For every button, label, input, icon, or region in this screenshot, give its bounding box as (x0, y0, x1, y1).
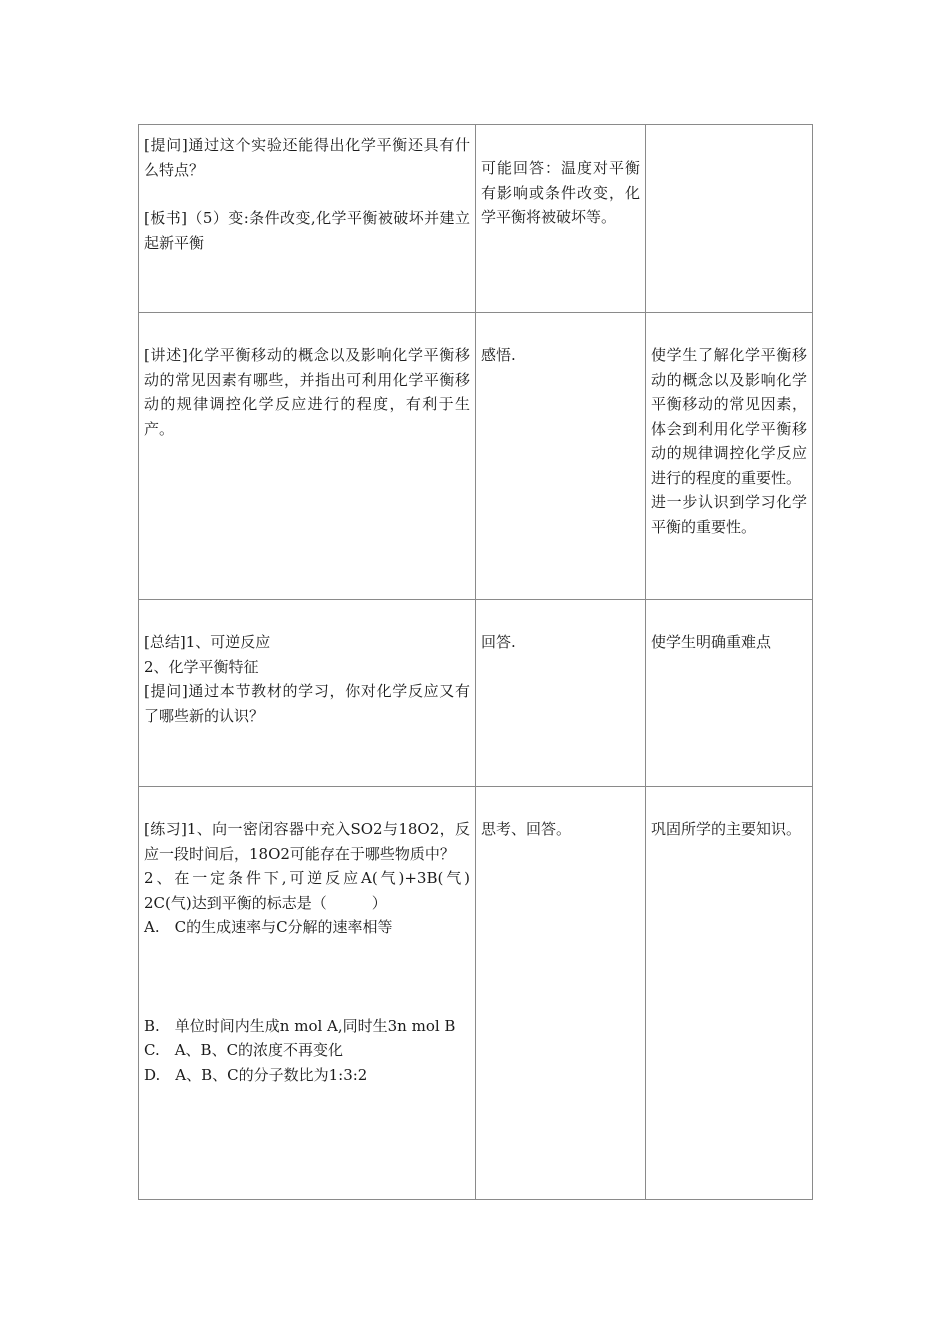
table-row (139, 600, 813, 787)
option-d: D. A、B、C的分子数比为1:3:2 (144, 1065, 368, 1084)
student-activity-cell (476, 600, 646, 787)
purpose-text: 巩固所学的主要知识。 (651, 820, 802, 838)
table-row (139, 313, 813, 600)
student-response: 感悟. (481, 346, 516, 364)
option-c: C. A、B、C的浓度不再变化 (144, 1041, 344, 1059)
question-text: [提问]通过这个实验还能得出化学平衡还具有什么特点？ (144, 136, 470, 179)
purpose-text: 使学生明确重难点 (651, 633, 772, 651)
purpose-text-2: 进一步认识到学习化学平衡的重要性。 (651, 493, 807, 536)
purpose-cell (646, 600, 813, 787)
lesson-plan-table (138, 124, 813, 1200)
table-row (139, 787, 813, 1200)
summary-text-2: 2、化学平衡特征 (144, 657, 259, 676)
teacher-activity-cell (139, 313, 476, 600)
purpose-cell (646, 125, 813, 313)
student-response: 回答. (481, 633, 516, 651)
board-note-text: [板书]（5）变:条件改变,化学平衡被破坏并建立起新平衡 (144, 209, 470, 252)
purpose-cell (646, 313, 813, 600)
student-response: 思考、回答。 (481, 820, 572, 838)
purpose-cell (646, 787, 813, 1200)
exercise-question-1: [练习]1、向一密闭容器中充入SO2与18O2，反应一段时间后，18O2可能存在于哪些物质中？ (144, 820, 470, 863)
student-response: 可能回答：温度对平衡有影响或条件改变，化学平衡将被破坏等。 (481, 159, 640, 226)
teacher-activity-cell (139, 787, 476, 1200)
question-text: [提问]通过本节教材的学习，你对化学反应又有了哪些新的认识？ (144, 682, 470, 725)
student-activity-cell (476, 125, 646, 313)
teacher-activity-cell (139, 600, 476, 787)
teacher-activity-cell (139, 125, 476, 313)
summary-text: [总结]1、可逆反应 (144, 633, 271, 651)
option-a: A. C的生成速率与C分解的速率相等 (144, 918, 393, 936)
exercise-question-2: 2、在一定条件下,可逆反应A(气)+3B(气) 2C(气)达到平衡的标志是（ ） (144, 869, 470, 912)
student-activity-cell (476, 787, 646, 1200)
lecture-text: [讲述]化学平衡移动的概念以及影响化学平衡移动的常见因素有哪些，并指出可利用化学平衡移动的规律调控化学反应进行的程度，有利于生产。 (144, 346, 470, 438)
option-b: B. 单位时间内生成n mol A,同时生3n mol B (144, 1016, 456, 1035)
table-row (139, 125, 813, 313)
purpose-text: 使学生了解化学平衡移动的概念以及影响化学平衡移动的常见因素，体会到利用化学平衡移动的规律调控化学反应进行的程度的重要性。 (651, 346, 807, 487)
student-activity-cell (476, 313, 646, 600)
